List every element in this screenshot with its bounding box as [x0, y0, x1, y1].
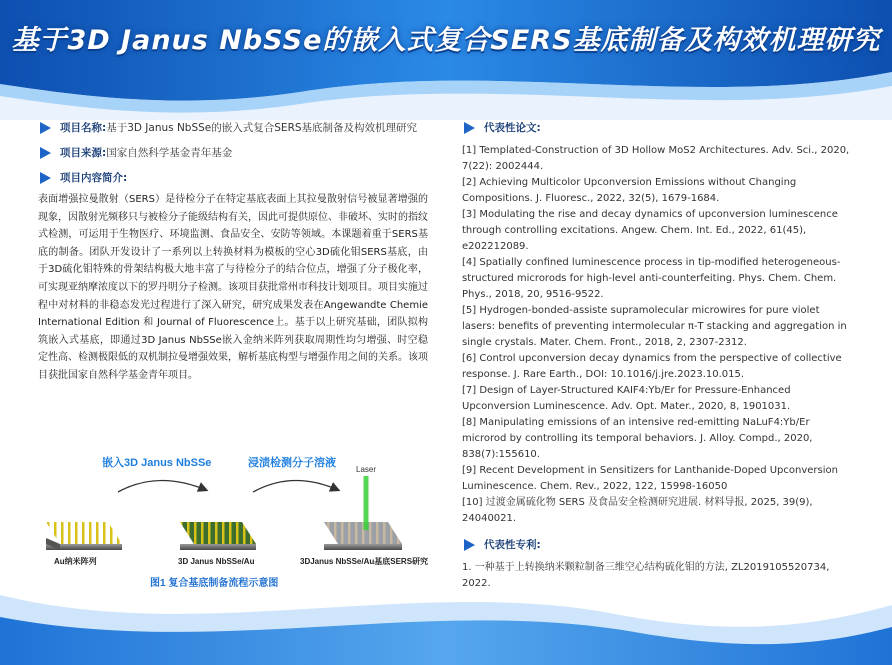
step2-label: 浸渍检测分子溶液	[248, 457, 336, 469]
project-source-value: 国家自然科学基金青年基金	[106, 147, 233, 159]
reference-item: [1] Templated-Construction of 3D Hollow MoS2 Architectures. Adv. Sci., 2020, 7(22): 2002444.	[462, 145, 850, 172]
reference-item: [7] Design of Layer-Structured KAIF4:Yb/Er for Pressure-Enhanced Upconversion Luminescence. Adv. Opt. Mater., 2020, 8, 1901031.	[462, 385, 791, 412]
sample2-label: 3D Janus NbSSe/Au	[178, 557, 255, 566]
sers-substrate-illustration	[324, 465, 402, 550]
project-name-row	[38, 120, 428, 135]
laser-label: Laser	[356, 465, 377, 474]
page-title: 基于3D Janus NbSSe的嵌入式复合SERS基底制备及构效机理研究	[11, 25, 881, 56]
step2-arrow	[253, 480, 338, 492]
reference-item: [5] Hydrogen-bonded-assiste supramolecular microwires for pure violet lasers: benefits of preventing intermolecular π-T stacking and aggregation in single crystals. Mater. Chem. Front., 2018, 2, 2307-2312.	[462, 305, 847, 348]
play-arrow-icon	[38, 171, 52, 185]
intro-heading: 项目内容简介:	[60, 172, 128, 184]
papers-heading-row	[462, 120, 850, 135]
reference-item: [9] Recent Development in Sensitizers for Lanthanide-Doped Upconversion Luminescence. Chem. Rev., 2022, 122, 15998-16050	[462, 465, 838, 492]
reference-item: [6] Control upconversion decay dynamics from the perspective of collective response. J. Rare Earth., DOI: 10.1016/j.jre.2023.10.015.	[462, 353, 842, 380]
reference-list	[462, 143, 850, 527]
janus-au-illustration	[180, 522, 256, 550]
patents-heading: 代表性专利:	[484, 539, 541, 551]
project-name-label: 项目名称:	[60, 122, 107, 134]
play-arrow-icon	[462, 538, 476, 552]
papers-heading: 代表性论文:	[484, 122, 541, 134]
right-column	[462, 120, 850, 592]
patents-heading-row	[462, 537, 850, 552]
figure-caption: 图1 复合基底制备流程示意图	[150, 578, 279, 589]
fabrication-diagram	[38, 452, 438, 592]
project-source-label: 项目来源:	[60, 147, 107, 159]
left-column	[38, 120, 428, 385]
intro-text: 表面增强拉曼散射（SERS）是待检分子在特定基底表面上其拉曼散射信号被显著增强的现象，因散射光频移只与被检分子能级结构有关，因此可提供原位、非破坏、实时的指纹式检测，可运用于生物医疗、环境监测、食品安全、安防等领域。本课题着重于SERS基底的制备。团队开发设计了一系列以上转换材料为模板的空心3D硫化钼SERS基底，由于3D硫化钼特殊的骨架结构极大地丰富了与待检分子的结合位点，增强了分子极化率，可实现亚纳摩浓度以下的罗丹明分子检测。该项目获批常州市科技计划项目。项目实施过程中对材料的非稳态发光过程进行了深入研究，研究成果发表在Angewandte Chemie International Edition 和 Journal of Fluorescence上。基于以上研究基础，团队拟构筑嵌入式基底，即通过3D Janus NbSSe嵌入金纳米阵列获取周期性均匀增强、时空稳定性高、检测极限低的双机制拉曼增强效果，解析基底构型与增强作用之间的关系。该项目获批国家自然科学基金青年项目。	[38, 194, 428, 381]
project-name-value: 基于3D Janus NbSSe的嵌入式复合SERS基底制备及构效机理研究	[106, 122, 418, 134]
reference-item: [3] Modulating the rise and decay dynamics of upconversion luminescence through controlling excitations. Angew. Chem. Int. Ed., 2022, 61(45), e202212089.	[462, 209, 838, 252]
patent-text: 1. 一种基于上转换纳米颗粒制备三维空心结构硫化钼的方法, ZL201910552073​4, 2022.	[462, 562, 830, 589]
play-arrow-icon	[462, 121, 476, 135]
play-arrow-icon	[38, 121, 52, 135]
step1-label: 嵌入3D Janus NbSSe	[102, 457, 212, 469]
reference-item: [10] 过渡金属硫化物 SERS 及食品安全检测研究进展. 材料导报, 2025, 39(9), 24040021.	[462, 497, 813, 524]
project-source-row	[38, 145, 428, 160]
reference-item: [8] Manipulating emissions of an intensive red-emitting NaLuF4:Yb/Er microrod by controlling its temporal behaviors. J. Alloy. Compd., 2020, 838(7):155610.	[462, 417, 813, 460]
intro-heading-row	[38, 170, 428, 185]
au-array-illustration	[46, 522, 122, 550]
sample1-label: Au纳米阵列	[54, 557, 97, 566]
reference-item: [2] Achieving Multicolor Upconversion Emissions without Changing Compositions. J. Fluoresc., 2022, 32(5), 1679-1684.	[462, 177, 797, 204]
play-arrow-icon	[38, 146, 52, 160]
sample3-label: 3DJanus NbSSe/Au基底SERS研究	[300, 557, 429, 566]
reference-item: [4] Spatially confined luminescence process in tip-modified heterogeneous-structured microrods for high-level anti-counterfeiting. Phys. Chem. Chem. Phys., 2018, 20, 9516-9522.	[462, 257, 841, 300]
step1-arrow	[118, 480, 206, 492]
